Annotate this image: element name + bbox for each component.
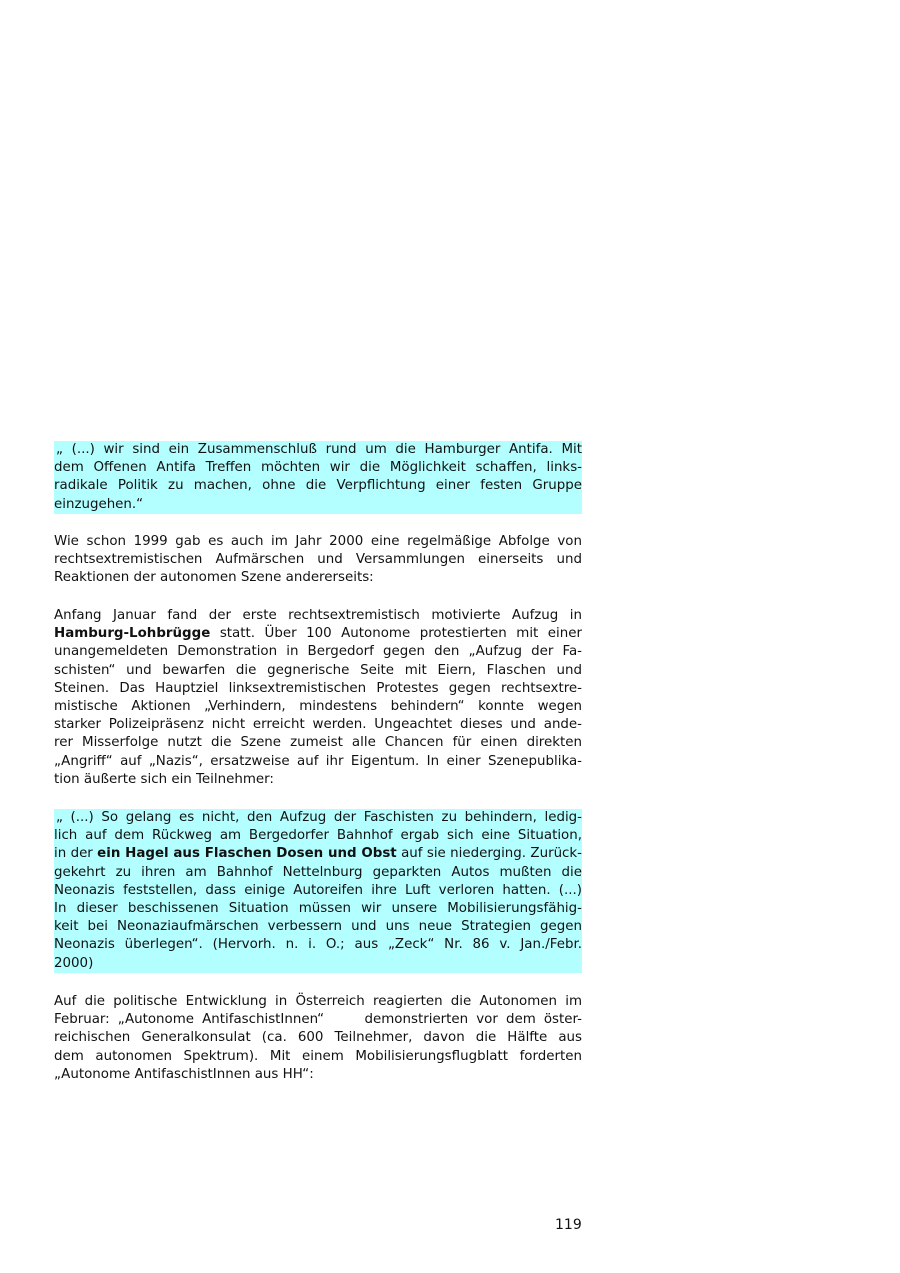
text-line: starker Polizeipräsenz nicht erreicht werden. Ungeachtet dieses und ande- [54,717,582,733]
text-line: Neonazis feststellen, dass einige Autoreifen ihre Luft verloren hatten. (...) [54,882,582,900]
text-line: einzugehen.“ [54,496,582,514]
text-line: radikale Politik zu machen, ohne die Verpflichtung einer festen Gruppe [54,477,582,495]
text-line: „ (...) wir sind ein Zusammenschluß rund um die Hamburger Antifa. Mit [54,441,582,459]
quote-block-antifa [54,441,582,514]
text-line: dem autonomen Spektrum). Mit einem Mobilisierungsflugblatt forderten [54,1048,582,1064]
paragraph-january [54,607,582,789]
bold-emphasis: ein Hagel aus Flaschen Dosen und Obst [97,846,397,862]
text-line: In dieser beschissenen Situation müssen wir unsere Mobilisierungsfähig- [54,900,582,918]
text-line: Auf die politische Entwicklung in Österreich reagierten die Autonomen im [54,994,582,1009]
text-line: „Angriff“ auf „Nazis“, ersatzweise auf ihr Eigentum. In einer Szenepublika- [54,753,582,769]
bold-place-name: Hamburg-Lohbrügge [54,626,211,642]
quote-block-zeck [54,809,582,973]
text-line: Februar: „Autonome AntifaschistInnen“ demonstrierten vor dem öster- [54,1012,582,1028]
text-fragment: statt. Über 100 Autonome protestierten mit einer [210,626,582,642]
page-number: 119 [555,1217,582,1233]
text-line: unangemeldeten Demonstration in Bergedorf gegen den „Aufzug der Fa- [54,644,582,660]
text-line: rer Misserfolge nutzt die Szene zumeist alle Chancen für einen direkten [54,735,582,751]
text-line: Anfang Januar fand der erste rechtsextremistisch motivierte Aufzug in [54,608,582,623]
text-line: Reaktionen der autonomen Szene andererseits: [54,570,374,586]
text-line: schisten“ und bewarfen die gegnerische Seite mit Eiern, Flaschen und [54,662,582,678]
text-line: Neonazis überlegen“. (Hervorh. n. i. O.; aus „Zeck“ Nr. 86 v. Jan./Febr. [54,936,582,954]
text-fragment: auf sie niederging. Zurück- [396,846,583,862]
text-fragment: in der [54,846,98,862]
text-line: „Autonome AntifaschistInnen aus HH“: [54,1066,314,1082]
paragraph-intro [54,533,582,588]
text-line: reichischen Generalkonsulat (ca. 600 Teilnehmer, davon die Hälfte aus [54,1030,582,1046]
text-line [54,845,582,863]
text-line: mistische Aktionen „Verhindern, mindestens behindern“ konnte wegen [54,699,582,715]
text-line: dem Offenen Antifa Treffen möchten wir die Möglichkeit schaffen, links- [54,459,582,477]
text-line: tion äußerte sich ein Teilnehmer: [54,771,274,787]
paragraph-february [54,993,582,1084]
text-line: lich auf dem Rückweg am Bergedorfer Bahnhof ergab sich eine Situation, [54,827,582,845]
text-line: gekehrt zu ihren am Bahnhof Nettelnburg geparkten Autos mußten die [54,864,582,882]
text-line: keit bei Neonaziaufmärschen verbessern und uns neue Strategien gegen [54,918,582,936]
text-line: rechtsextremistischen Aufmärschen und Versammlungen einerseits und [54,552,582,568]
text-line: Steinen. Das Hauptziel linksextremistischen Protestes gegen rechtsextre- [54,680,582,696]
text-line: 2000) [54,955,582,973]
text-line [54,625,582,643]
text-line: „ (...) So gelang es nicht, den Aufzug der Faschisten zu behindern, ledig- [54,809,582,827]
text-line: Wie schon 1999 gab es auch im Jahr 2000 eine regelmäßige Abfolge von [54,534,582,549]
